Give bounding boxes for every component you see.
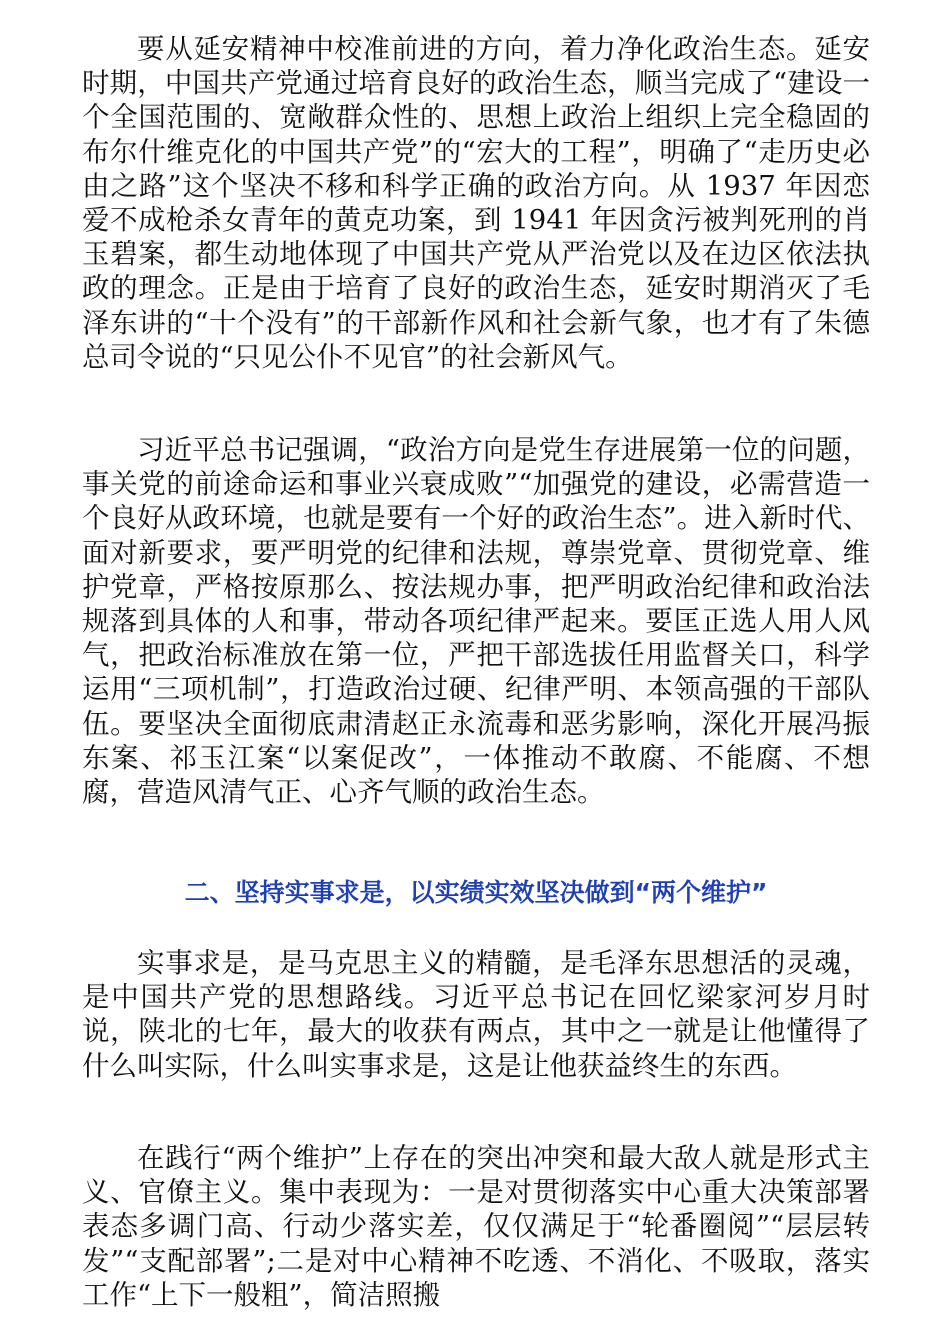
paragraph-seek-truth: 实事求是，是马克思主义的精髓，是毛泽东思想活的灵魂，是中国共产党的思想路线。习近平总书记在回忆梁家河岁月时说，陕北的七年，最大的收获有两点，其中之一就是让他懂得了什么叫实际，什么叫实事求是，这是让他获益终生的东西。 <box>82 947 870 1082</box>
paragraph-xi-emphasis: 习近平总书记强调，“政治方向是党生存进展第一位的问题，事关党的前途命运和事业兴衰成败”“加强党的建设，必需营造一个良好从政环境，也就是要有一个好的政治生态”。进入新时代、面对新要求，要严明党的纪律和法规，尊崇党章、贯彻党章、维护党章，严格按原那么、按法规办事，把严明政治纪律和政治法规落到具体的人和事，带动各项纪律严起来。要匡正选人用人风气，把政治标准放在第一位，严把干部选拔任用监督关口，科学运用“三项机制”，打造政治过硬、纪律严明、本领高强的干部队伍。要坚决全面彻底肃清赵正永流毒和恶劣影响，深化开展冯振东案、祁玉江案“以案促改”，一体推动不敢腐、不能腐、不想腐，营造风清气正、心齐气顺的政治生态。 <box>82 434 870 809</box>
section-heading: 二、坚持实事求是，以实绩实效坚决做到“两个维护” <box>184 878 768 907</box>
paragraph-formalism: 在践行“两个维护”上存在的突出冲突和最大敌人就是形式主义、官僚主义。集中表现为：一是对贯彻落实中心重大决策部署表态多调门高、行动少落实差，仅仅满足于“轮番圈阅”“层层转发”“支配部署”;二是对中心精神不吃透、不消化、不吸取，落实工作“上下一般粗”，简洁照搬 <box>82 1142 870 1311</box>
paragraph-political-ecology: 要从延安精神中校准前进的方向，着力净化政治生态。延安时期，中国共产党通过培育良好的政治生态，顺当完成了“建设一个全国范围的、宽敞群众性的、思想上政治上组织上完全稳固的布尔什维克化的中国共产党”的“宏大的工程”，明确了“走历史必由之路”这个坚决不移和科学正确的政治方向。从 1937 年因恋爱不成枪杀女青年的黄克功案，到 1941 年因贪污被判死刑的肖玉碧案，都生动地体现了中国共产党从严治党以及在边区依法执政的理念。正是由于培育了良好的政治生态，延安时期消灭了毛泽东讲的“十个没有”的干部新作风和社会新气象，也才有了朱德总司令说的“只见公仆不见官”的社会新风气。 <box>82 33 870 373</box>
